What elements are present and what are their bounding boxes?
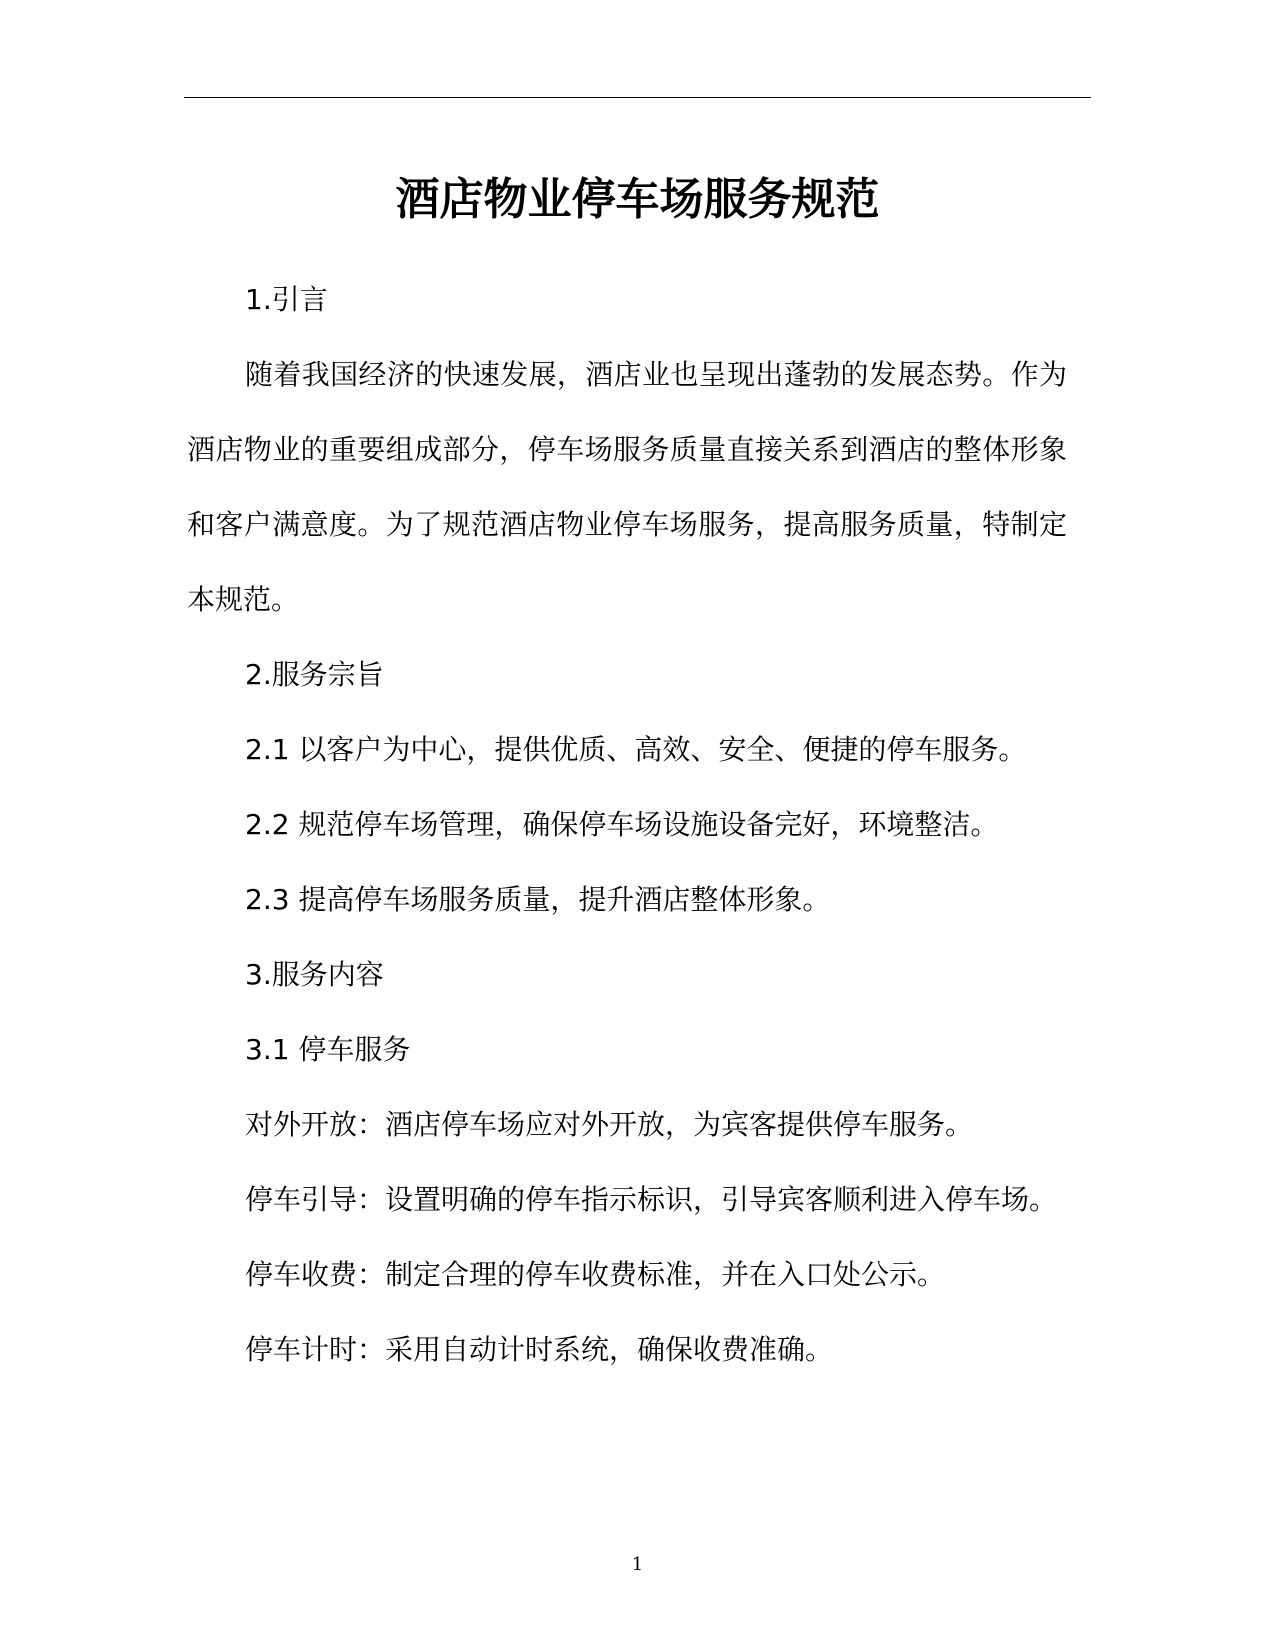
- body-paragraph: 2.1 以客户为中心，提供优质、高效、安全、便捷的停车服务。: [245, 733, 1027, 766]
- body-paragraph: 2.3 提高停车场服务质量，提升酒店整体形象。: [245, 883, 831, 916]
- section-heading: 1.引言: [245, 283, 328, 316]
- body-paragraph: 随着我国经济的快速发展，酒店业也呈现出蓬勃的发展态势。作为酒店物业的重要组成部分，停车场服务质量直接关系到酒店的整体形象和客户满意度。为了规范酒店物业停车场服务，提高服务质量，特制定本规范。: [187, 358, 1067, 616]
- header-rule: [184, 97, 1091, 98]
- body-paragraph: 2.2 规范停车场管理，确保停车场设施设备完好，环境整洁。: [245, 808, 999, 841]
- section-heading: 2.服务宗旨: [245, 658, 384, 691]
- document-title: 酒店物业停车场服务规范: [395, 174, 880, 225]
- body-paragraph: 对外开放：酒店停车场应对外开放，为宾客提供停车服务。: [245, 1108, 974, 1141]
- body-paragraph: 停车计时：采用自动计时系统，确保收费准确。: [245, 1333, 834, 1366]
- section-heading: 3.服务内容: [245, 958, 384, 991]
- body-paragraph: 停车引导：设置明确的停车指示标识，引导宾客顺利进入停车场。: [245, 1183, 1058, 1216]
- body-paragraph: 停车收费：制定合理的停车收费标准，并在入口处公示。: [245, 1258, 946, 1291]
- subsection-heading: 3.1 停车服务: [245, 1033, 411, 1066]
- page-number: 1: [631, 1554, 644, 1575]
- document-body: [187, 262, 1067, 1387]
